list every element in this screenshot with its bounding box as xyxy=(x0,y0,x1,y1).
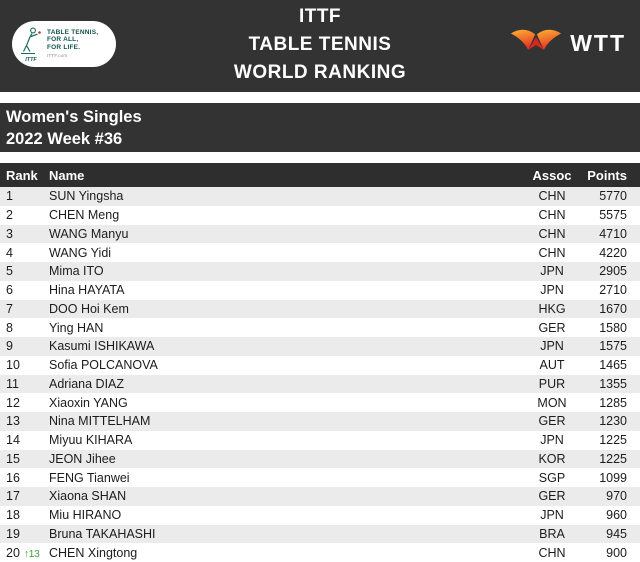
association-code: GER xyxy=(538,414,566,429)
player-name: FENG Tianwei xyxy=(49,470,130,485)
rank-cell xyxy=(0,433,49,447)
points-value: 2905 xyxy=(599,264,627,279)
player-name: Adriana DIAZ xyxy=(49,376,125,391)
player-name: DOO Hoi Kem xyxy=(49,301,129,316)
points-value: 1285 xyxy=(599,395,627,410)
col-header-assoc: Assoc xyxy=(532,167,572,183)
player-name: Xiaoxin YANG xyxy=(49,395,128,410)
rank-cell xyxy=(0,302,49,316)
ittf-site-text: ITTF.com xyxy=(47,53,68,58)
player-name: Bruna TAKAHASHI xyxy=(49,526,156,541)
association-code: SGP xyxy=(538,470,566,485)
wtt-logo xyxy=(510,27,626,59)
rank-cell xyxy=(0,508,49,522)
points-value: 1225 xyxy=(599,433,627,448)
points-value: 2710 xyxy=(599,283,627,298)
rank-value: 6 xyxy=(6,283,13,298)
rank-cell xyxy=(0,208,49,222)
rank-cell xyxy=(0,546,49,560)
association-code: MON xyxy=(537,395,567,410)
player-name: CHEN Xingtong xyxy=(49,545,138,560)
table-row xyxy=(0,187,640,206)
points-value: 1225 xyxy=(599,451,627,466)
rank-value: 10 xyxy=(6,358,20,373)
player-name: SUN Yingsha xyxy=(49,189,124,204)
table-row xyxy=(0,487,640,506)
table-row xyxy=(0,243,640,262)
table-row xyxy=(0,375,640,394)
rank-value: 18 xyxy=(6,508,20,523)
table-row xyxy=(0,262,640,281)
table-header-row xyxy=(0,163,640,187)
player-name: CHEN Meng xyxy=(49,208,120,223)
table-row xyxy=(0,525,640,544)
rank-cell xyxy=(0,246,49,260)
banner xyxy=(0,0,640,92)
rank-cell xyxy=(0,396,49,410)
table-row xyxy=(0,206,640,225)
association-code: HKG xyxy=(538,301,566,316)
rank-cell xyxy=(0,358,49,372)
points-value: 1355 xyxy=(599,376,627,391)
table-row xyxy=(0,412,640,431)
table-row xyxy=(0,318,640,337)
rank-change-up-badge: ↑13 xyxy=(23,547,40,560)
rank-value: 2 xyxy=(6,208,13,223)
player-name: Mima ITO xyxy=(49,264,104,279)
table-row xyxy=(0,337,640,356)
rank-value: 15 xyxy=(6,451,20,466)
ittf-player-icon xyxy=(19,26,43,63)
rank-value: 14 xyxy=(6,433,20,448)
table-row xyxy=(0,225,640,244)
banner-title-line1: ITTF xyxy=(298,6,342,27)
player-name: WANG Manyu xyxy=(49,226,129,241)
ranking-table-body xyxy=(0,187,640,562)
ranking-subheader xyxy=(0,103,640,152)
wtt-logo-text: WTT xyxy=(570,29,626,56)
ittf-slogan xyxy=(47,29,98,60)
points-value: 900 xyxy=(606,545,627,560)
association-code: JPN xyxy=(540,264,564,279)
association-code: JPN xyxy=(540,508,564,523)
player-name: JEON Jihee xyxy=(49,451,116,466)
banner-title-line2: TABLE TENNIS xyxy=(248,34,392,55)
points-value: 960 xyxy=(606,508,627,523)
ranking-week: 2022 Week #36 xyxy=(6,130,123,148)
rank-cell xyxy=(0,414,49,428)
banner-title-line3: WORLD RANKING xyxy=(233,62,407,83)
rank-value: 7 xyxy=(6,301,13,316)
rank-cell xyxy=(0,264,49,278)
rank-cell xyxy=(0,489,49,503)
table-row xyxy=(0,506,640,525)
table-row xyxy=(0,393,640,412)
ittf-slogan-line2: FOR ALL, xyxy=(47,36,79,43)
rank-value: 20 xyxy=(6,545,20,560)
player-name: WANG Yidi xyxy=(49,245,112,260)
rank-value: 3 xyxy=(6,226,13,241)
col-header-rank: Rank xyxy=(6,167,38,183)
association-code: PUR xyxy=(538,376,566,391)
col-header-points: Points xyxy=(587,167,627,183)
ittf-logo xyxy=(12,21,116,67)
table-row xyxy=(0,281,640,300)
player-name: Nina MITTELHAM xyxy=(49,414,151,429)
association-code: AUT xyxy=(539,358,565,373)
points-value: 1465 xyxy=(599,358,627,373)
rank-value: 13 xyxy=(6,414,20,429)
rank-cell xyxy=(0,227,49,241)
rank-value: 5 xyxy=(6,264,13,279)
points-value: 970 xyxy=(606,489,627,504)
player-name: Sofia POLCANOVA xyxy=(49,358,158,373)
points-value: 1670 xyxy=(599,301,627,316)
ittf-slogan-line3: FOR LIFE. xyxy=(47,43,81,51)
table-row xyxy=(0,450,640,469)
association-code: JPN xyxy=(540,283,564,298)
rank-cell xyxy=(0,377,49,391)
rank-cell xyxy=(0,452,49,466)
association-code: KOR xyxy=(538,451,566,466)
association-code: CHN xyxy=(538,208,566,223)
event-category: Women's Singles xyxy=(6,108,142,126)
player-name: Miu HIRANO xyxy=(49,508,122,523)
table-row xyxy=(0,356,640,375)
rank-value: 16 xyxy=(6,470,20,485)
rank-value: 11 xyxy=(6,376,19,391)
points-value: 1580 xyxy=(599,320,627,335)
table-row xyxy=(0,431,640,450)
table-row xyxy=(0,543,640,562)
ittf-abbr-text: ITTF xyxy=(25,56,37,63)
points-value: 4220 xyxy=(599,245,627,260)
player-name: Ying HAN xyxy=(49,320,104,335)
association-code: CHN xyxy=(538,245,566,260)
rank-cell xyxy=(0,189,49,203)
rank-value: 9 xyxy=(6,339,13,354)
association-code: CHN xyxy=(538,545,566,560)
points-value: 1575 xyxy=(599,339,627,354)
rank-cell xyxy=(0,321,49,335)
association-code: GER xyxy=(538,489,566,504)
rank-value: 12 xyxy=(6,395,20,410)
points-value: 4710 xyxy=(599,226,627,241)
ittf-slogan-line1: TABLE TENNIS, xyxy=(47,28,99,36)
table-row xyxy=(0,300,640,319)
rank-value: 19 xyxy=(6,526,20,541)
rank-cell xyxy=(0,283,49,297)
table-row xyxy=(0,468,640,487)
player-name: Xiaona SHAN xyxy=(49,489,127,504)
player-name: Miyuu KIHARA xyxy=(49,433,133,448)
rank-cell xyxy=(0,339,49,353)
association-code: GER xyxy=(538,320,566,335)
association-code: CHN xyxy=(538,189,566,204)
wtt-wings-icon xyxy=(510,27,562,59)
rank-value: 1 xyxy=(6,189,13,204)
association-code: BRA xyxy=(539,526,565,541)
player-name: Kasumi ISHIKAWA xyxy=(49,339,155,354)
points-value: 1099 xyxy=(599,470,627,485)
points-value: 945 xyxy=(606,526,627,541)
player-name: Hina HAYATA xyxy=(49,283,125,298)
rank-cell xyxy=(0,471,49,485)
rank-value: 8 xyxy=(6,320,13,335)
points-value: 5575 xyxy=(599,208,627,223)
points-value: 5770 xyxy=(599,189,627,204)
association-code: JPN xyxy=(540,433,564,448)
rank-cell xyxy=(0,527,49,541)
points-value: 1230 xyxy=(599,414,627,429)
rank-value: 17 xyxy=(6,489,20,504)
col-header-name: Name xyxy=(49,167,85,183)
association-code: JPN xyxy=(540,339,564,354)
table-tennis-player-icon xyxy=(19,26,43,58)
association-code: CHN xyxy=(538,226,566,241)
rank-value: 4 xyxy=(6,245,13,260)
